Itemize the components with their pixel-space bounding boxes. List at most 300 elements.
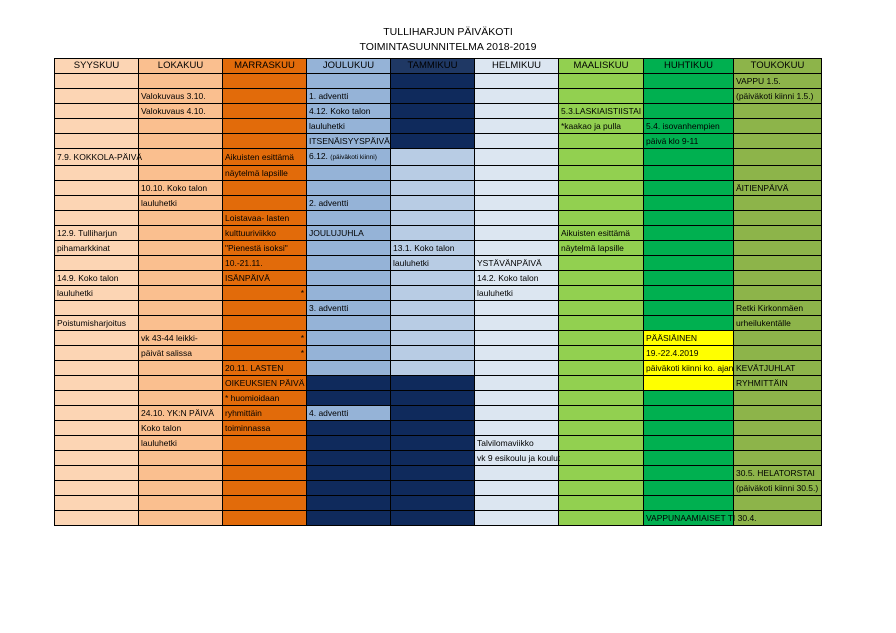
table-cell [475, 181, 559, 196]
table-cell [307, 436, 391, 451]
table-cell [644, 181, 734, 196]
table-cell [139, 361, 223, 376]
table-cell [559, 331, 644, 346]
table-cell [307, 496, 391, 511]
cell-text: 7.9. KOKKOLA-PÄIVÄ [57, 152, 143, 162]
table-cell [55, 166, 139, 181]
cell-text: 14.2. Koko talon [477, 273, 539, 283]
table-cell [55, 119, 139, 134]
table-cell [475, 391, 559, 406]
table-cell [644, 496, 734, 511]
table-cell [391, 451, 475, 466]
table-cell [139, 346, 223, 361]
cell-text: 5.4. isovanhempien [646, 121, 720, 131]
table-cell [734, 316, 822, 331]
table-cell [734, 286, 822, 301]
table-cell [734, 256, 822, 271]
table-cell [139, 196, 223, 211]
table-cell [475, 376, 559, 391]
cell-text: 24.10. YK:N PÄIVÄ [141, 408, 215, 418]
table-cell [223, 226, 307, 241]
cell-text: toiminnassa [225, 423, 271, 433]
cell-text: ISÄNPÄIVÄ [225, 273, 270, 283]
table-cell [307, 361, 391, 376]
table-cell [307, 166, 391, 181]
table-cell [559, 211, 644, 226]
table-cell [644, 421, 734, 436]
table-cell [734, 271, 822, 286]
cell-text: lauluhetki [141, 438, 177, 448]
table-cell [391, 89, 475, 104]
table-cell [223, 451, 307, 466]
cell-text: lauluhetki [393, 258, 429, 268]
month-header-1: SYYSKUU [55, 59, 139, 74]
table-cell [559, 510, 644, 525]
table-cell [307, 89, 391, 104]
table-cell [644, 256, 734, 271]
table-cell [734, 74, 822, 89]
table-cell [475, 166, 559, 181]
table-cell [475, 104, 559, 119]
table-cell [644, 166, 734, 181]
table-cell [559, 421, 644, 436]
table-cell [55, 391, 139, 406]
table-cell [734, 89, 822, 104]
table-cell [391, 119, 475, 134]
table-row [55, 436, 822, 451]
cell-text: Loistavaa- lasten [225, 213, 290, 223]
table-cell [644, 241, 734, 256]
table-cell [55, 316, 139, 331]
table-cell [139, 301, 223, 316]
table-row [55, 181, 822, 196]
cell-text: 5.3.LASKIAISTIISTAI [561, 106, 642, 116]
table-cell [55, 421, 139, 436]
table-row [55, 166, 822, 181]
table-cell [559, 226, 644, 241]
table-cell [139, 166, 223, 181]
table-cell [644, 104, 734, 119]
table-cell [391, 436, 475, 451]
table-cell [55, 406, 139, 421]
table-cell [139, 376, 223, 391]
table-cell [55, 510, 139, 525]
table-row [55, 361, 822, 376]
table-row [55, 211, 822, 226]
table-cell [223, 181, 307, 196]
table-cell [475, 89, 559, 104]
table-cell [223, 316, 307, 331]
month-header-5: TAMMIKUU [391, 59, 475, 74]
table-cell [139, 211, 223, 226]
table-cell [391, 376, 475, 391]
table-cell [734, 181, 822, 196]
table-row [55, 74, 822, 89]
table-cell [475, 256, 559, 271]
table-cell [307, 241, 391, 256]
cell-text: 19.-22.4.2019 [646, 348, 699, 358]
table-cell [223, 134, 307, 149]
cell-text: päivä klo 9-11 [646, 136, 699, 146]
table-cell [391, 134, 475, 149]
table-cell [734, 331, 822, 346]
table-cell [734, 496, 822, 511]
cell-text: Koko talon [141, 423, 182, 433]
table-cell [644, 286, 734, 301]
table-cell [644, 149, 734, 166]
month-header-6: HELMIKUU [475, 59, 559, 74]
table-row [55, 241, 822, 256]
table-cell [734, 421, 822, 436]
cell-text: Poistumisharjoitus [57, 318, 126, 328]
table-cell [139, 89, 223, 104]
month-header-3: MARRASKUU [223, 59, 307, 74]
cell-text: Retki Kirkonmäen [736, 303, 804, 313]
table-cell [139, 286, 223, 301]
table-cell [223, 74, 307, 89]
table-cell [644, 119, 734, 134]
table-cell [139, 496, 223, 511]
table-cell [734, 466, 822, 481]
month-header-7: MAALISKUU [559, 59, 644, 74]
table-cell [223, 271, 307, 286]
table-cell [139, 74, 223, 89]
table-row [55, 406, 822, 421]
table-cell [307, 149, 391, 166]
table-cell [223, 421, 307, 436]
table-cell [139, 391, 223, 406]
table-cell [307, 346, 391, 361]
table-cell [644, 211, 734, 226]
table-cell [391, 391, 475, 406]
table-cell [734, 241, 822, 256]
cell-text: RYHMITTÄIN [736, 378, 788, 388]
table-cell [391, 256, 475, 271]
table-cell [559, 406, 644, 421]
table-cell [644, 226, 734, 241]
table-cell [391, 149, 475, 166]
table-cell [734, 391, 822, 406]
table-cell [223, 211, 307, 226]
table-cell [559, 104, 644, 119]
table-cell [55, 271, 139, 286]
table-cell [55, 89, 139, 104]
cell-text: * [300, 333, 304, 343]
cell-text: * [300, 348, 304, 358]
table-cell [644, 406, 734, 421]
table-cell [139, 466, 223, 481]
cell-text: * [300, 288, 304, 298]
table-row [55, 481, 822, 496]
table-cell [139, 436, 223, 451]
table-row [55, 149, 822, 166]
table-cell [644, 74, 734, 89]
table-cell [475, 451, 559, 466]
cell-text: ÄITIENPÄIVÄ [736, 183, 789, 193]
table-cell [559, 196, 644, 211]
table-cell [644, 89, 734, 104]
table-cell [307, 391, 391, 406]
table-cell [475, 481, 559, 496]
table-cell [139, 119, 223, 134]
table-cell [55, 196, 139, 211]
table-cell [307, 134, 391, 149]
table-cell [139, 181, 223, 196]
cell-text: Valokuvaus 3.10. [141, 91, 206, 101]
cell-text: lauluhetki [477, 288, 513, 298]
table-cell [391, 181, 475, 196]
table-cell [223, 286, 307, 301]
table-cell [139, 104, 223, 119]
table-cell [55, 346, 139, 361]
table-cell [391, 241, 475, 256]
cell-text: JOULUJUHLA [309, 228, 364, 238]
table-cell [559, 241, 644, 256]
month-header-9: TOUKOKUU [734, 59, 822, 74]
table-row [55, 89, 822, 104]
table-row [55, 391, 822, 406]
cell-text: VAPPUNAAMIAISET TI 30.4. [646, 512, 757, 523]
table-cell [644, 346, 734, 361]
table-cell [391, 361, 475, 376]
table-cell [55, 256, 139, 271]
table-cell [391, 211, 475, 226]
table-cell [307, 331, 391, 346]
table-row [55, 466, 822, 481]
table-cell [475, 421, 559, 436]
table-cell [559, 271, 644, 286]
cell-text: vk 9 esikoulu ja koulut [477, 453, 561, 463]
table-row [55, 451, 822, 466]
table-cell [223, 510, 307, 525]
cell-text: 20.11. LASTEN [225, 363, 284, 373]
table-cell [307, 271, 391, 286]
table-cell [307, 301, 391, 316]
cell-text: lauluhetki [309, 121, 345, 131]
table-cell [55, 436, 139, 451]
table-cell [55, 286, 139, 301]
table-cell [559, 149, 644, 166]
cell-text: KEVÄTJUHLAT [736, 363, 796, 373]
table-cell [559, 119, 644, 134]
table-cell [223, 196, 307, 211]
table-cell [391, 331, 475, 346]
table-cell [559, 451, 644, 466]
table-cell [391, 481, 475, 496]
table-cell [475, 316, 559, 331]
table-cell [139, 149, 223, 166]
table-cell [734, 211, 822, 226]
table-cell [734, 406, 822, 421]
table-cell [391, 496, 475, 511]
table-cell [307, 226, 391, 241]
table-cell [475, 510, 559, 525]
table-cell [139, 406, 223, 421]
cell-text: pihamarkkinat [57, 243, 110, 253]
table-cell [223, 406, 307, 421]
month-header-2: LOKAKUU [139, 59, 223, 74]
table-cell [307, 316, 391, 331]
table-cell [55, 481, 139, 496]
cell-text: päivät salissa [141, 348, 193, 358]
table-cell [475, 436, 559, 451]
table-cell [559, 181, 644, 196]
table-cell [307, 510, 391, 525]
cell-text: ryhmittäin [225, 408, 262, 418]
table-cell [391, 74, 475, 89]
table-cell [223, 241, 307, 256]
table-cell [223, 331, 307, 346]
table-cell [307, 481, 391, 496]
cell-text: 3. adventti [309, 303, 349, 313]
table-cell [307, 119, 391, 134]
table-cell [475, 241, 559, 256]
table-cell [391, 346, 475, 361]
table-cell [223, 166, 307, 181]
table-cell [734, 119, 822, 134]
cell-text: 14.9. Koko talon [57, 273, 119, 283]
table-cell [391, 166, 475, 181]
table-cell [644, 271, 734, 286]
table-cell [475, 346, 559, 361]
table-cell [391, 104, 475, 119]
table-cell [644, 510, 757, 525]
table-cell [223, 149, 307, 166]
table-row [55, 271, 822, 286]
table-cell [559, 166, 644, 181]
table-cell [734, 166, 822, 181]
table-cell [559, 89, 644, 104]
cell-note: (päiväkoti kiinni) [330, 154, 377, 161]
table-row [55, 226, 822, 241]
table-cell [559, 301, 644, 316]
table-cell [475, 271, 559, 286]
table-cell [223, 104, 307, 119]
table-row [55, 104, 822, 119]
table-cell [139, 271, 223, 286]
table-cell [139, 510, 223, 525]
cell-text: lauluhetki [57, 288, 93, 298]
cell-text: lauluhetki [141, 198, 177, 208]
table-cell [55, 451, 139, 466]
table-cell [475, 211, 559, 226]
cell-text: OIKEUKSIEN PÄIVÄ [225, 378, 305, 388]
table-cell [307, 196, 391, 211]
table-row [55, 331, 822, 346]
table-cell [55, 301, 139, 316]
cell-text: näytelmä lapsille [561, 243, 624, 253]
table-cell [307, 181, 391, 196]
table-cell [223, 436, 307, 451]
table-cell [307, 406, 391, 421]
table-cell [139, 241, 223, 256]
table-cell [475, 301, 559, 316]
cell-text: *kaakao ja pulla [561, 121, 622, 131]
table-cell [734, 196, 822, 211]
table-cell [307, 286, 391, 301]
table-cell [644, 466, 734, 481]
table-cell [223, 361, 307, 376]
table-cell [475, 331, 559, 346]
table-cell [223, 256, 307, 271]
cell-text: YSTÄVÄNPÄIVÄ [477, 258, 542, 268]
table-cell [644, 391, 734, 406]
table-cell [391, 196, 475, 211]
table-cell [475, 196, 559, 211]
table-cell [559, 361, 644, 376]
table-cell [139, 451, 223, 466]
table-cell [139, 316, 223, 331]
table-cell [307, 466, 391, 481]
table-cell [644, 196, 734, 211]
table-cell [734, 301, 822, 316]
table-cell [475, 119, 559, 134]
table-cell [734, 134, 822, 149]
table-cell [559, 256, 644, 271]
cell-text: Aikuisten esittämä [225, 152, 294, 162]
cell-text: (päiväkoti kiinni 1.5.) [736, 91, 814, 101]
table-cell [139, 134, 223, 149]
table-cell [559, 286, 644, 301]
table-row [55, 301, 822, 316]
cell-text: * huomioidaan [225, 393, 280, 403]
table-cell [644, 451, 734, 466]
table-cell [391, 226, 475, 241]
cell-text: (päiväkoti kiinni 30.5.) [736, 483, 819, 493]
table-cell [55, 496, 139, 511]
table-cell [307, 376, 391, 391]
table-cell [644, 301, 734, 316]
table-row [55, 256, 822, 271]
cell-text: vk 43-44 leikki- [141, 333, 198, 343]
cell-text: VAPPU 1.5. [736, 76, 781, 86]
table-row [55, 196, 822, 211]
table-cell [475, 496, 559, 511]
table-cell [307, 211, 391, 226]
table-cell [391, 510, 475, 525]
table-cell [223, 391, 307, 406]
table-cell [55, 149, 143, 166]
table-cell [734, 226, 822, 241]
cell-text: 10.10. Koko talon [141, 183, 208, 193]
table-cell [559, 376, 644, 391]
table-cell [644, 436, 734, 451]
table-row [55, 134, 822, 149]
cell-text: 30.5. HELATORSTAI [736, 468, 815, 478]
table-cell [644, 331, 734, 346]
page-subtitle: TOIMINTASUUNNITELMA 2018-2019 [359, 41, 537, 53]
table-cell [475, 406, 559, 421]
cell-text: Talvilomaviikko [477, 438, 534, 448]
table-cell [475, 134, 559, 149]
cell-text: 6.12. [309, 151, 328, 161]
cell-text: PÄÄSIÄINEN [646, 333, 698, 343]
table-cell [475, 286, 559, 301]
table-cell [559, 134, 644, 149]
table-cell [559, 316, 644, 331]
activity-plan-table [54, 58, 822, 526]
table-cell [644, 134, 734, 149]
table-cell [644, 316, 734, 331]
table-cell [734, 451, 822, 466]
table-cell [223, 346, 307, 361]
table-cell [475, 466, 559, 481]
table-row [55, 510, 822, 525]
table-cell [475, 361, 559, 376]
cell-text: 4. adventti [309, 408, 349, 418]
table-cell [55, 181, 139, 196]
table-cell [139, 256, 223, 271]
